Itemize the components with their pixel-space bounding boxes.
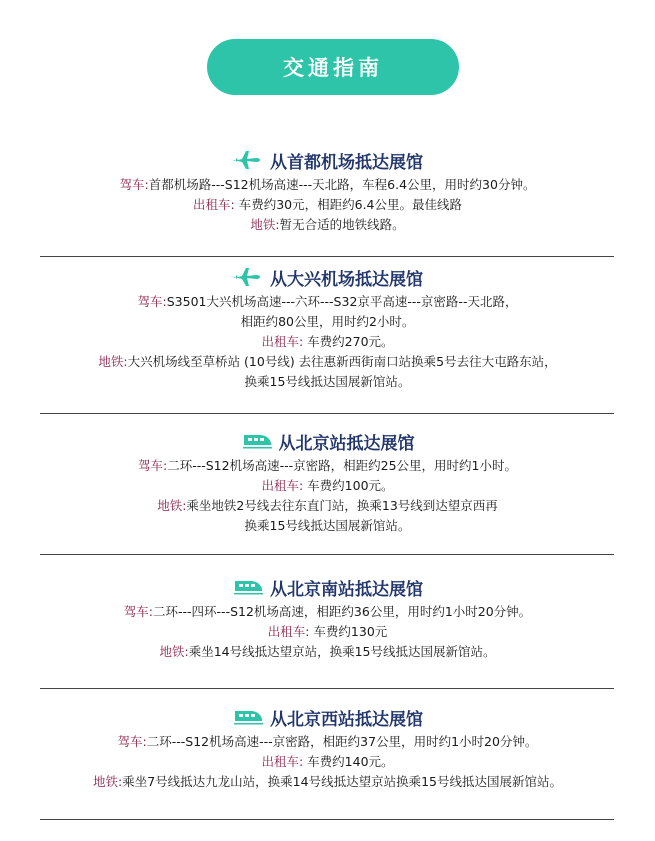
line-label: 地铁: <box>157 498 187 513</box>
subway-line <box>0 642 655 662</box>
airplane-icon <box>232 265 262 289</box>
taxi-line <box>0 332 655 352</box>
subway-line-cont <box>0 372 655 392</box>
line-label: 出租车: <box>261 478 304 493</box>
section-header <box>0 702 655 732</box>
line-label: 驾车: <box>119 177 149 192</box>
taxi-line <box>0 195 655 215</box>
line-text: 相距约80公里，用时约2小时。 <box>240 314 415 329</box>
subway-line-cont <box>0 516 655 536</box>
line-label: 驾车: <box>137 294 167 309</box>
line-label: 地铁: <box>93 774 123 789</box>
line-text: 首都机场路---S12机场高速---天北路，车程6.4公里，用时约30分钟。 <box>148 177 536 192</box>
line-label: 驾车: <box>117 734 147 749</box>
section-header <box>0 426 655 456</box>
divider <box>40 819 614 820</box>
subway-line <box>0 352 655 372</box>
section-title: 从北京西站抵达展馆 <box>270 709 423 730</box>
divider <box>40 413 614 414</box>
line-text: 乘坐地铁2号线去往东直门站，换乘13号线到达望京西再 <box>186 498 498 513</box>
driving-line <box>0 292 655 312</box>
line-label: 地铁: <box>159 644 189 659</box>
driving-line-cont <box>0 312 655 332</box>
line-text: 车费约140元。 <box>303 754 394 769</box>
line-label: 出租车: <box>261 754 304 769</box>
line-label: 驾车: <box>123 604 154 619</box>
line-text: 车费约270元。 <box>303 334 394 349</box>
subway-line <box>0 772 655 792</box>
section-header <box>0 572 655 602</box>
driving-line <box>0 732 655 752</box>
line-text: 车费约130元 <box>309 624 388 639</box>
subway-line <box>0 496 655 516</box>
subway-line <box>0 215 655 235</box>
divider <box>40 688 614 689</box>
train-icon <box>232 575 262 599</box>
divider <box>40 554 614 555</box>
train-icon <box>232 705 262 729</box>
line-text: S3501大兴机场高速---六环---S32京平高速---京密路--天北路， <box>166 294 518 309</box>
line-text: 车费约30元，相距约6.4公里。最佳线路 <box>234 197 462 212</box>
section-daxing-airport <box>0 262 655 392</box>
section-title: 从首都机场抵达展馆 <box>270 152 423 173</box>
line-label: 出租车: <box>261 334 304 349</box>
line-text: 车费约100元。 <box>303 478 394 493</box>
section-header <box>0 145 655 175</box>
section-beijing-south-station <box>0 572 655 662</box>
driving-line <box>0 175 655 195</box>
airplane-icon <box>232 148 262 172</box>
line-text: 二环---S12机场高速---京密路，相距约25公里，用时约1小时。 <box>167 458 517 473</box>
section-title: 从大兴机场抵达展馆 <box>270 269 423 290</box>
section-title: 从北京南站抵达展馆 <box>270 579 423 600</box>
driving-line <box>0 602 655 622</box>
line-text: 大兴机场线至草桥站 (10号线) 去往惠新西街南口站换乘5号去往大屯路东站， <box>127 354 557 369</box>
page-title: 交通指南 <box>283 56 383 80</box>
section-title: 从北京站抵达展馆 <box>278 433 415 454</box>
line-text: 换乘15号线抵达国展新馆站。 <box>244 374 411 389</box>
taxi-line <box>0 622 655 642</box>
line-label: 出租车: <box>267 624 310 639</box>
section-beijing-west-station <box>0 702 655 792</box>
section-beijing-station <box>0 426 655 536</box>
divider <box>40 256 614 257</box>
line-label: 驾车: <box>138 458 168 473</box>
line-text: 乘坐7号线抵达九龙山站，换乘14号线抵达望京站换乘15号线抵达国展新馆站。 <box>122 774 562 789</box>
line-text: 乘坐14号线抵达望京站，换乘15号线抵达国展新馆站。 <box>188 644 496 659</box>
section-header <box>0 262 655 292</box>
line-text: 二环---四环---S12机场高速，相距约36公里，用时约1小时20分钟。 <box>153 604 532 619</box>
train-icon <box>241 429 271 453</box>
section-capital-airport <box>0 145 655 235</box>
line-text: 换乘15号线抵达国展新馆站。 <box>244 518 411 533</box>
taxi-line <box>0 752 655 772</box>
page-title-banner <box>207 39 459 95</box>
taxi-line <box>0 476 655 496</box>
line-label: 出租车: <box>193 197 235 212</box>
line-label: 地铁: <box>250 217 280 232</box>
line-text: 二环---S12机场高速---京密路，相距约37公里，用时约1小时20分钟。 <box>146 734 538 749</box>
driving-line <box>0 456 655 476</box>
line-text: 暂无合适的地铁线路。 <box>279 217 405 232</box>
line-label: 地铁: <box>98 354 128 369</box>
